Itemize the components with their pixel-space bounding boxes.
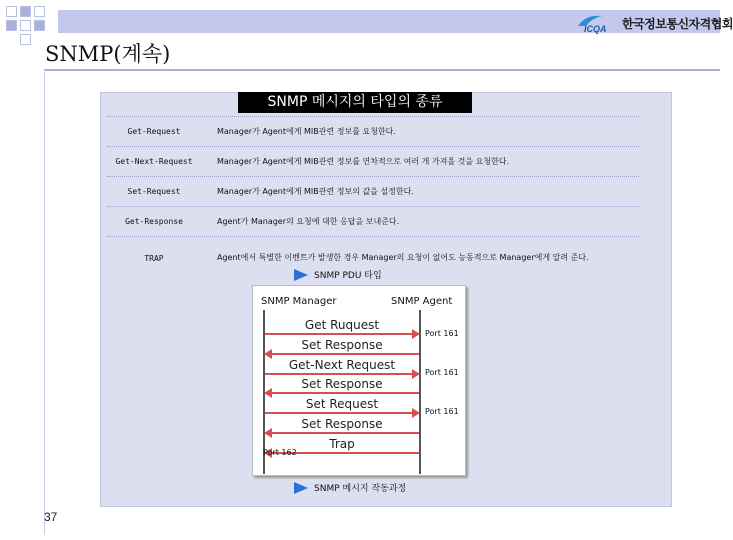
table-row bbox=[107, 146, 639, 176]
message-set-request bbox=[265, 398, 419, 414]
table-row bbox=[107, 176, 639, 206]
caption-text: SNMP PDU 타입 bbox=[314, 271, 382, 281]
panel-title: SNMP 메시지의 타입의 종류 bbox=[238, 92, 472, 113]
arrow-left-icon bbox=[265, 392, 419, 394]
table-row bbox=[107, 116, 639, 146]
caption-pdu-types bbox=[294, 268, 382, 281]
snmp-sequence-diagram bbox=[252, 285, 466, 476]
type-name: Get-Next-Request bbox=[115, 157, 193, 166]
table-row bbox=[107, 206, 639, 236]
type-name: Get-Response bbox=[125, 217, 183, 226]
deco-square bbox=[20, 6, 31, 17]
type-description: Manager가 Agent에게 MIB관련 정보를 요청한다. bbox=[217, 126, 396, 136]
message-set-response bbox=[265, 339, 419, 355]
port-label: Port 161 bbox=[425, 368, 459, 377]
message-label: Set Response bbox=[301, 377, 383, 391]
type-description: Agent에서 특별한 이벤트가 발생한 경우 Manager의 요청이 없어도 능동적으로 Manager에게 알려 준다. bbox=[217, 253, 589, 262]
message-set-response bbox=[265, 378, 419, 394]
arrow-right-icon bbox=[265, 412, 419, 414]
deco-square bbox=[20, 34, 31, 45]
deco-square bbox=[6, 6, 17, 17]
type-description: Manager가 Agent에게 MIB관련 정보를 연차적으로 여러 개 가져올 것을 요청한다. bbox=[217, 156, 510, 166]
type-description: Manager가 Agent에게 MIB관련 정보의 값을 설정한다. bbox=[217, 186, 414, 196]
page-number: 37 bbox=[44, 510, 58, 524]
message-label: Trap bbox=[329, 437, 355, 451]
icqa-logo-icon bbox=[576, 12, 620, 34]
svg-text:ICQA: ICQA bbox=[584, 24, 607, 34]
logo bbox=[576, 10, 733, 36]
message-get-request bbox=[265, 319, 419, 335]
message-label: Set Response bbox=[301, 417, 383, 431]
arrow-right-icon bbox=[294, 482, 308, 494]
deco-square bbox=[34, 20, 45, 31]
message-label: Set Request bbox=[305, 397, 379, 411]
caption-message-flow bbox=[294, 481, 406, 494]
title-divider bbox=[44, 69, 720, 71]
left-divider bbox=[44, 70, 45, 535]
caption-text: SNMP 메시지 작동과정 bbox=[314, 484, 407, 494]
deco-square bbox=[34, 6, 45, 17]
agent-label: SNMP Agent bbox=[391, 296, 453, 307]
message-get-next-request bbox=[265, 359, 419, 375]
logo-text: 한국정보통신자격협회 bbox=[622, 16, 733, 31]
manager-label: SNMP Manager bbox=[261, 296, 337, 307]
type-name: TRAP bbox=[144, 253, 164, 263]
type-name: Set-Request bbox=[127, 187, 181, 196]
port-label: Port 161 bbox=[425, 407, 459, 416]
arrow-right-icon bbox=[294, 269, 308, 281]
message-set-response bbox=[265, 418, 419, 434]
deco-square bbox=[6, 20, 17, 31]
page-title: SNMP(계속) bbox=[45, 42, 171, 66]
type-name: Get-Request bbox=[127, 127, 181, 136]
message-type-table bbox=[107, 116, 639, 279]
arrow-right-icon bbox=[265, 373, 419, 375]
arrow-right-icon bbox=[265, 333, 419, 335]
message-label: Get-Next Request bbox=[288, 358, 396, 372]
type-description: Agent가 Manager의 요청에 대한 응답을 보내준다. bbox=[217, 216, 400, 226]
arrow-left-icon bbox=[265, 353, 419, 355]
message-label: Get Ruquest bbox=[304, 318, 380, 332]
message-label: Set Response bbox=[301, 338, 383, 352]
port-label: Port 162 bbox=[263, 448, 297, 457]
deco-square bbox=[20, 20, 31, 31]
arrow-left-icon bbox=[265, 432, 419, 434]
port-label: Port 161 bbox=[425, 329, 459, 338]
